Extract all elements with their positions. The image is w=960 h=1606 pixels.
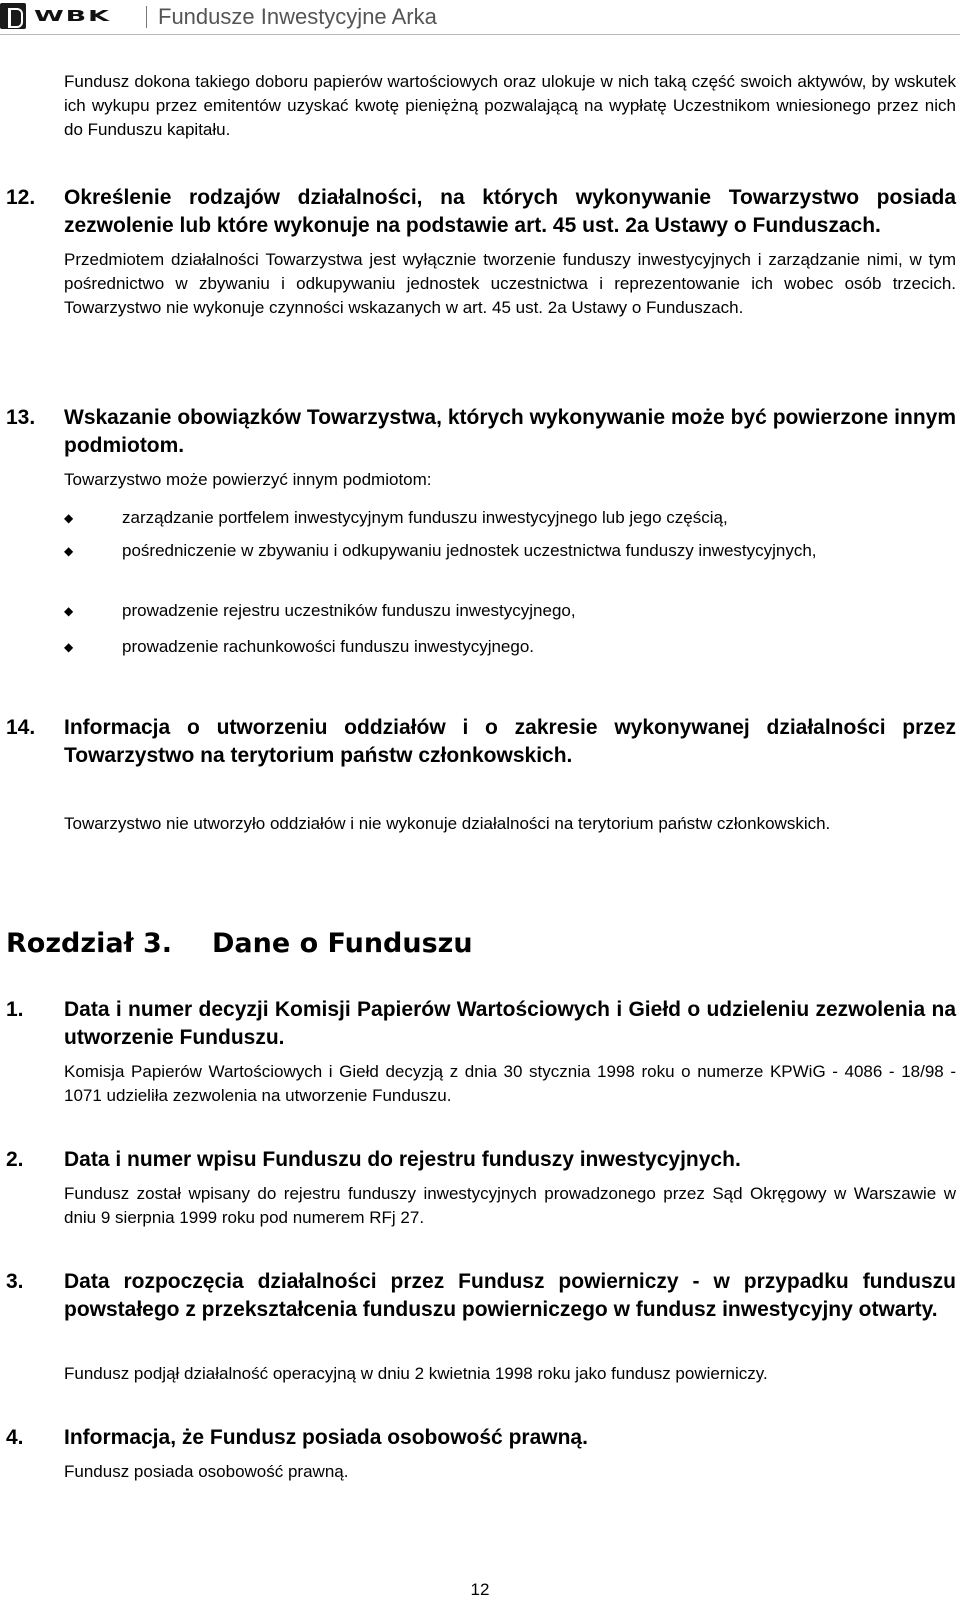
section-13-body: Towarzystwo może powierzyć innym podmiotom:: [64, 470, 432, 489]
bank-logo: [0, 3, 111, 29]
chapter-title: Dane o Funduszu: [212, 928, 473, 959]
bullet-icon: ◆: [64, 640, 74, 654]
chapter-3-item-2-number: 2.: [6, 1148, 24, 1171]
chapter-3-item-4-title: Informacja, że Fundusz posiada osobowość prawną.: [64, 1426, 588, 1449]
intro-paragraph: Fundusz dokona takiego doboru papierów wartościowych oraz ulokuje w nich taką część swoich aktywów, by wskutek ich wykupu przez emitentów uzyskać kwotę pieniężną pozwalającą na wypłatę Uczestnikom wniesionego przez nich do Funduszu kapitału.: [64, 72, 956, 139]
list-item-text: prowadzenie rejestru uczestników funduszu inwestycyjnego,: [122, 601, 576, 620]
section-13-title: Wskazanie obowiązków Towarzystwa, których wykonywanie może być powierzone innym podmiotom.: [64, 406, 956, 457]
bullet-icon: ◆: [64, 604, 74, 618]
logo-text: WBK: [34, 7, 111, 25]
section-12-number: 12.: [6, 186, 36, 209]
section-14-body: Towarzystwo nie utworzyło oddziałów i nie wykonuje działalności na terytorium państw członkowskich.: [64, 814, 831, 833]
bullet-icon: ◆: [64, 544, 74, 558]
header-rule: [0, 34, 960, 35]
chapter-3-item-3-number: 3.: [6, 1270, 24, 1293]
list-item-text: zarządzanie portfelem inwestycyjnym funduszu inwestycyjnego lub jego częścią,: [122, 508, 728, 527]
chapter-3-item-1-number: 1.: [6, 998, 24, 1021]
page-header: [0, 0, 960, 34]
chapter-3-item-4-body: Fundusz posiada osobowość prawną.: [64, 1462, 349, 1481]
logo-mark-icon: [0, 3, 26, 29]
section-12-body: Przedmiotem działalności Towarzystwa jest wyłącznie tworzenie funduszy inwestycyjnych i zarządzanie nimi, w tym pośrednictwo w zbywaniu i odkupywaniu jednostek uczestnictwa i reprezentowanie ich wobec osób trzecich. Towarzystwo nie wykonuje czynności wskazanych w art. 45 ust. 2a Ustawy o Funduszach.: [64, 250, 956, 317]
page-number: 12: [470, 1580, 490, 1599]
chapter-3-item-1-title: Data i numer decyzji Komisji Papierów Wartościowych i Giełd o udzieleniu zezwolenia na utworzenie Funduszu.: [64, 998, 956, 1049]
section-13-number: 13.: [6, 406, 36, 429]
header-divider: [146, 6, 147, 28]
chapter-3-item-3-title: Data rozpoczęcia działalności przez Fundusz powierniczy - w przypadku funduszu powstałego z przekształcenia funduszu powierniczego w fundusz inwestycyjny otwarty.: [64, 1270, 956, 1321]
section-14-title: Informacja o utworzeniu oddziałów i o zakresie wykonywanej działalności przez Towarzystwo na terytorium państw członkowskich.: [64, 716, 956, 767]
section-14-number: 14.: [6, 716, 36, 739]
chapter-3-item-3-body: Fundusz podjął działalność operacyjną w dniu 2 kwietnia 1998 roku jako fundusz powierniczy.: [64, 1364, 768, 1383]
chapter-3-item-2-body: Fundusz został wpisany do rejestru funduszy inwestycyjnych prowadzonego przez Sąd Okręgowy w Warszawie w dniu 9 sierpnia 1999 roku pod numerem RFj 27.: [64, 1184, 956, 1227]
list-item-text: prowadzenie rachunkowości funduszu inwestycyjnego.: [122, 637, 535, 656]
list-item-text: pośredniczenie w zbywaniu i odkupywaniu jednostek uczestnictwa funduszy inwestycyjnych,: [122, 541, 817, 560]
chapter-number: Rozdział 3.: [6, 928, 173, 959]
chapter-3-item-4-number: 4.: [6, 1426, 24, 1449]
bullet-icon: ◆: [64, 511, 74, 525]
chapter-3-item-1-body: Komisja Papierów Wartościowych i Giełd decyzją z dnia 30 stycznia 1998 roku o numerze KPWiG - 4086 - 18/98 - 1071 udzieliła zezwolenia na utworzenie Funduszu.: [64, 1062, 956, 1105]
section-12-title: Określenie rodzajów działalności, na których wykonywanie Towarzystwo posiada zezwolenie lub które wykonuje na podstawie art. 45 ust. 2a Ustawy o Funduszach.: [64, 186, 956, 237]
chapter-3-item-2-title: Data i numer wpisu Funduszu do rejestru funduszy inwestycyjnych.: [64, 1148, 741, 1171]
header-title: Fundusze Inwestycyjne Arka: [158, 4, 437, 29]
